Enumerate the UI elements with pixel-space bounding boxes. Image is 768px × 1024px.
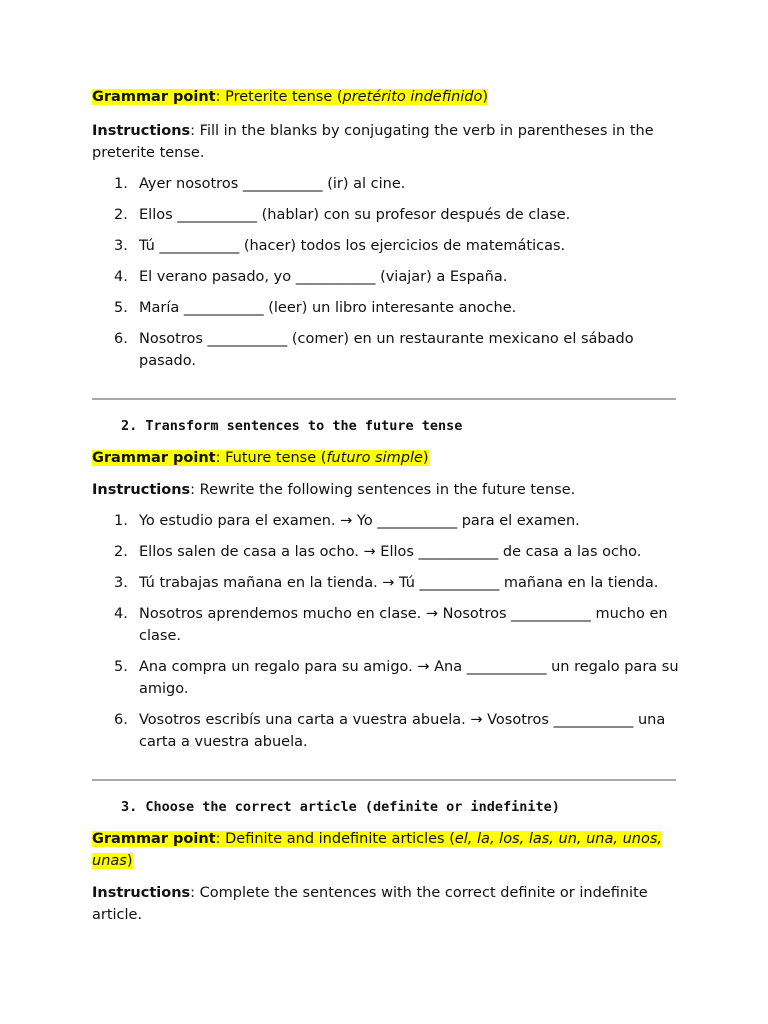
exercise-list — [92, 173, 682, 372]
grammar-point-label: Grammar point — [92, 89, 216, 105]
list-item: 3. Tú trabajas mañana en la tienda. → Tú ___________ mañana en la tienda. — [114, 575, 659, 591]
section-future — [92, 415, 682, 753]
grammar-point-label: Grammar point — [92, 450, 216, 466]
instructions-text: : Fill in the blanks by conjugating the verb in parentheses in the preterite tense. — [92, 123, 654, 161]
instructions-text: : Complete the sentences with the correct definite or indefinite article. — [92, 885, 648, 923]
instructions-text: : Rewrite the following sentences in the future tense. — [190, 482, 576, 498]
section-divider — [92, 779, 676, 781]
section-divider — [92, 398, 676, 400]
grammar-point-text-end: ) — [482, 89, 489, 105]
grammar-point-text-end: ) — [126, 853, 133, 869]
instructions-label: Instructions — [92, 885, 191, 901]
list-item: 6. Nosotros ___________ (comer) en un restaurante mexicano el sábado pasado. — [114, 331, 634, 369]
instructions — [92, 882, 682, 926]
exercise-list — [92, 510, 682, 753]
grammar-point — [92, 86, 682, 108]
grammar-point-text: : Preterite tense ( — [215, 89, 343, 105]
list-item: 3. Tú ___________ (hacer) todos los ejercicios de matemáticas. — [114, 238, 566, 254]
list-item: 4. El verano pasado, yo ___________ (viajar) a España. — [114, 269, 508, 285]
list-item: 5. María ___________ (leer) un libro interesante anoche. — [114, 300, 517, 316]
grammar-point-highlight — [92, 89, 488, 105]
grammar-point-label: Grammar point — [92, 831, 216, 847]
section-title: 3. Choose the correct article (definite or indefinite) — [121, 799, 560, 815]
instructions — [92, 120, 682, 164]
grammar-point — [92, 828, 682, 872]
grammar-point-text: : Definite and indefinite articles ( — [215, 831, 455, 847]
grammar-point — [92, 447, 682, 469]
instructions-label: Instructions — [92, 482, 191, 498]
grammar-point-text-end: ) — [422, 450, 429, 466]
grammar-point-italic: el, la, los, las, un, una, unos, unas — [92, 831, 663, 869]
list-item: 6. Vosotros escribís una carta a vuestra abuela. → Vosotros ___________ una carta a vuestra abuela. — [114, 712, 666, 750]
list-item: 1. Ayer nosotros ___________ (ir) al cine. — [114, 176, 406, 192]
grammar-point-highlight — [92, 831, 662, 869]
list-item: 2. Ellos salen de casa a las ocho. → Ellos ___________ de casa a las ocho. — [114, 544, 642, 560]
list-item: 5. Ana compra un regalo para su amigo. → Ana ___________ un regalo para su amigo. — [114, 659, 679, 697]
instructions-label: Instructions — [92, 123, 191, 139]
list-item: 4. Nosotros aprendemos mucho en clase. → Nosotros ___________ mucho en clase. — [114, 606, 668, 644]
section-preterite — [92, 86, 682, 372]
grammar-point-highlight — [92, 450, 429, 466]
section-articles — [92, 796, 682, 926]
instructions — [92, 479, 682, 501]
section-title: 2. Transform sentences to the future tense — [121, 418, 463, 434]
worksheet-page — [92, 86, 682, 926]
grammar-point-text: : Future tense ( — [215, 450, 327, 466]
grammar-point-italic: pretérito indefinido — [342, 89, 483, 105]
grammar-point-italic: futuro simple — [326, 450, 423, 466]
list-item: 1. Yo estudio para el examen. → Yo ___________ para el examen. — [114, 513, 580, 529]
list-item: 2. Ellos ___________ (hablar) con su profesor después de clase. — [114, 207, 571, 223]
